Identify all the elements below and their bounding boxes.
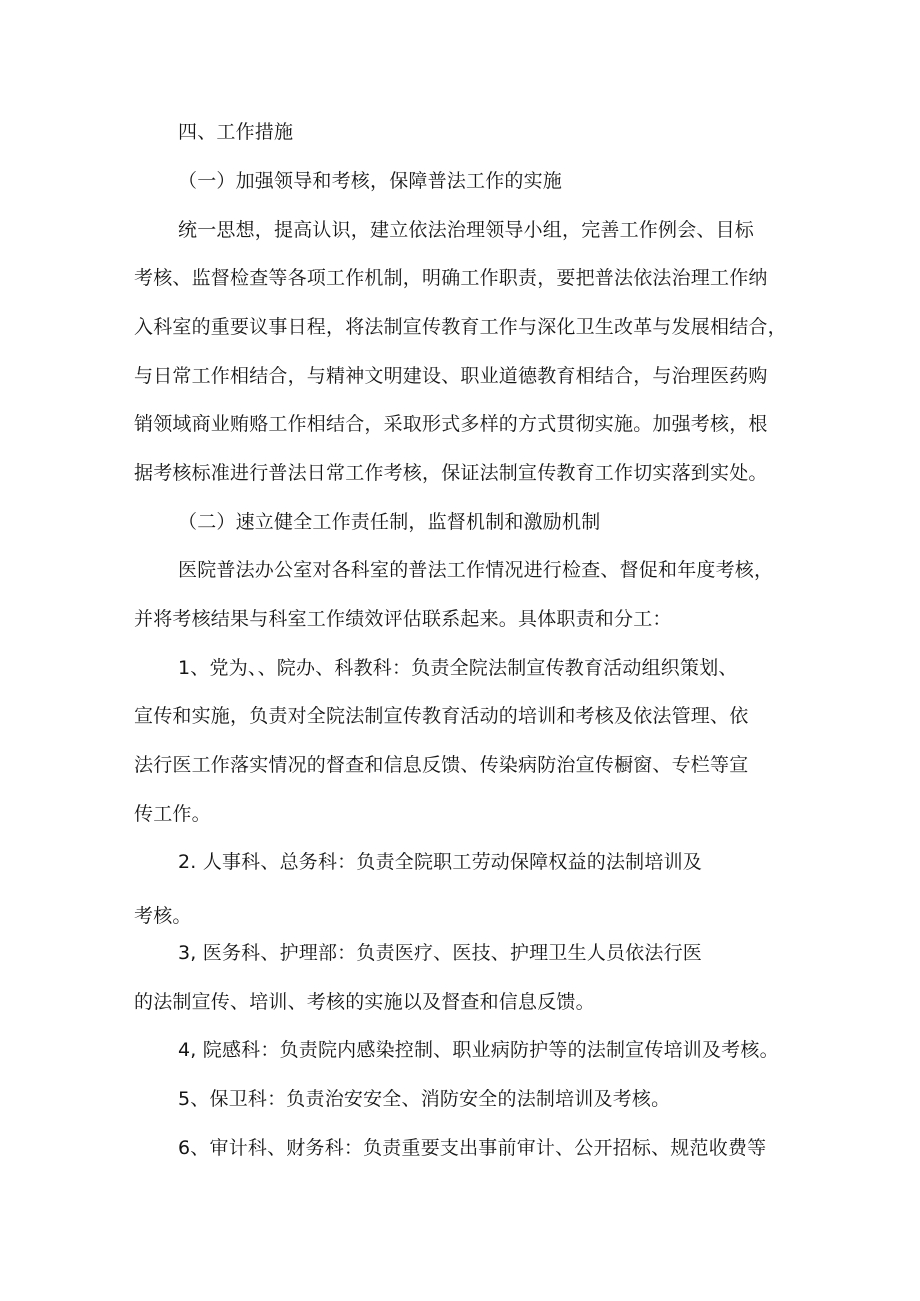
list-item-4: 4, 院感科：负责院内感染控制、职业病防护等的法制宣传培训及考核。 — [178, 1039, 779, 1061]
subsection-heading-1: （一）加强领导和考核，保障普法工作的实施 — [178, 170, 563, 192]
list-item-2: 2. 人事科、总务科：负责全院职工劳动保障权益的法制培训及 — [178, 851, 702, 873]
paragraph-line: 入科室的重要议事日程，将法制宣传教育工作与深化卫生改革与发展相结合， — [134, 316, 787, 338]
list-item-1: 1、党为、、院办、科教科：负责全院法制宣传教育活动组织策划、 — [178, 657, 738, 679]
paragraph-line: 与日常工作相结合，与精神文明建设、职业道德教育相结合，与治理医药购 — [134, 365, 768, 387]
section-heading: 四、工作措施 — [178, 121, 294, 143]
list-item-2-cont: 考核。 — [134, 905, 192, 927]
paragraph-line: 销领域商业贿赂工作相结合，采取形式多样的方式贯彻实施。加强考核，根 — [134, 413, 768, 435]
list-item-1-cont: 传工作。 — [134, 803, 211, 825]
subsection-heading-2: （二）速立健全工作责任制，监督机制和激励机制 — [178, 511, 601, 533]
list-item-6: 6、审计科、财务科：负责重要支出事前审计、公开招标、规范收费等 — [178, 1137, 767, 1159]
list-item-5: 5、保卫科：负责治安安全、消防安全的法制培训及考核。 — [178, 1088, 671, 1110]
paragraph-line: 医院普法办公室对各科室的普法工作情况进行检查、督促和年度考核， — [178, 559, 774, 581]
list-item-3: 3, 医务科、护理部：负责医疗、医技、护理卫生人员依法行医 — [178, 942, 702, 964]
list-item-1-cont: 法行医工作落实情况的督查和信息反馈、传染病防治宣传橱窗、专栏等宣 — [134, 754, 749, 776]
paragraph-line: 并将考核结果与科室工作绩效评估联系起来。具体职责和分工： — [134, 608, 672, 630]
list-item-3-cont: 的法制宣传、培训、考核的实施以及督查和信息反馈。 — [134, 991, 595, 1013]
paragraph-line: 统一思想，提高认识，建立依法治理领导小组，完善工作例会、目标 — [178, 219, 755, 241]
list-item-1-cont: 宣传和实施，负责对全院法制宣传教育活动的培训和考核及依法管理、依 — [134, 705, 749, 727]
paragraph-line: 据考核标准进行普法日常工作考核，保证法制宣传教育工作切实落到实处。 — [134, 462, 768, 484]
paragraph-line: 考核、监督检查等各项工作机制，明确工作职责，要把普法依法治理工作纳 — [134, 267, 768, 289]
